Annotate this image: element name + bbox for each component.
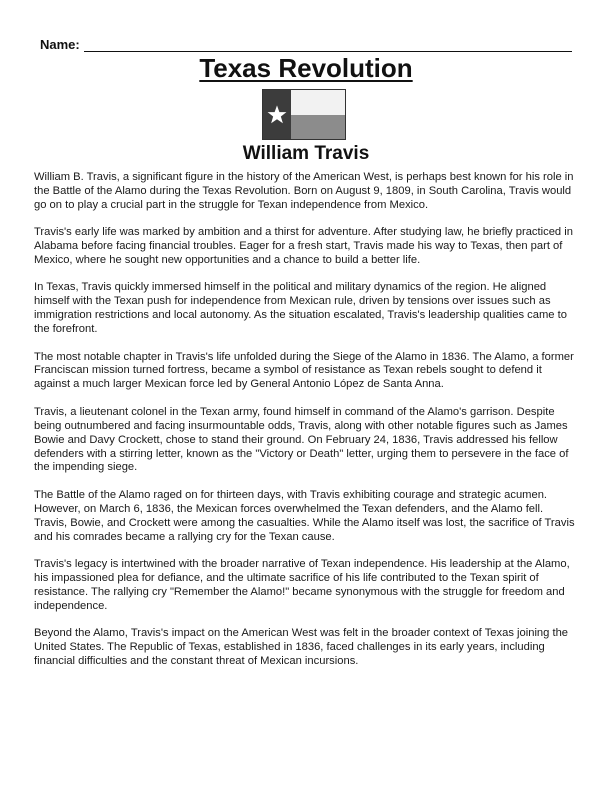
paragraph-6: The Battle of the Alamo raged on for thirteen days, with Travis exhibiting courage and strategic acumen. However, on March 6, 1836, the Mexican forces overwhelmed the Texan defenders, and the Alamo fell. Travis, Bowie, and Crockett were among the casualties. While the Alamo itself was lost, the sacrifice of Travis and his comrades became a rallying cry for the Texan cause. bbox=[34, 488, 575, 543]
texas-flag-icon bbox=[262, 89, 346, 140]
lone-star-icon bbox=[266, 104, 288, 126]
name-label: Name: bbox=[40, 37, 80, 52]
name-blank-line bbox=[84, 39, 572, 52]
page-title bbox=[0, 52, 612, 84]
paragraph-2: Travis's early life was marked by ambition and a thirst for adventure. After studying law, he briefly practiced in Alabama before facing financial troubles. Eager for a fresh start, Travis made his way to Texas, then part of Mexico, where he sought new opportunities and a chance to build a better life. bbox=[34, 226, 573, 267]
paragraph-4: The most notable chapter in Travis's life unfolded during the Siege of the Alamo in 1836. The Alamo, a former Franciscan mission turned fortress, became a symbol of resistance as Texan rebels sought to defend it against a much larger Mexican force led by General Antonio López de Santa Anna. bbox=[34, 350, 574, 391]
paragraph-8: Beyond the Alamo, Travis's impact on the American West was felt in the broader context of Texas joining the United States. The Republic of Texas, established in 1836, faced challenges in its early years, including financial difficulties and the constant threat of Mexican incursions. bbox=[34, 627, 569, 667]
paragraph-7: Travis's legacy is intertwined with the broader narrative of Texan independence. His leadership at the Alamo, his impassioned plea for defiance, and the ultimate sacrifice of his life contributed to the Texan spirit of resistance. The rallying cry "Remember the Alamo!" became synonymous with the struggle for freedom and independence. bbox=[34, 557, 570, 612]
paragraph-3: In Texas, Travis quickly immersed himself in the political and military dynamics of the region. He aligned himself with the Texan push for independence from Mexican rule, driven by tensions over issues such as immigration restrictions and local autonomy. As the situation escalated, Travis's leadership qualities came to the forefront. bbox=[34, 281, 567, 336]
flag-red-stripe bbox=[291, 115, 345, 140]
section-subtitle: William Travis bbox=[242, 143, 370, 164]
paragraph-1: William B. Travis, a significant figure in the history of the American West, is perhaps best known for his role in the Battle of the Alamo during the Texas Revolution. Born on August 9, 1809, in South Carolina, Travis would go on to play a crucial part in the struggle for Texan independence from Mexico. bbox=[34, 171, 574, 211]
page-title-text: Texas Revolution bbox=[199, 53, 413, 83]
name-field-row bbox=[40, 36, 572, 52]
article-body bbox=[34, 171, 579, 682]
flag-white-stripe bbox=[291, 90, 345, 115]
paragraph-5: Travis, a lieutenant colonel in the Texan army, found himself in command of the Alamo's garrison. Despite being outnumbered and facing insurmountable odds, Travis, along with other notable figures such as James Bowie and Davy Crockett, chose to stand their ground. On February 24, 1836, Travis addressed his fellow defenders with a stirring letter, known as the "Victory or Death" letter, urging them to persevere in the face of the impending siege. bbox=[34, 405, 569, 474]
